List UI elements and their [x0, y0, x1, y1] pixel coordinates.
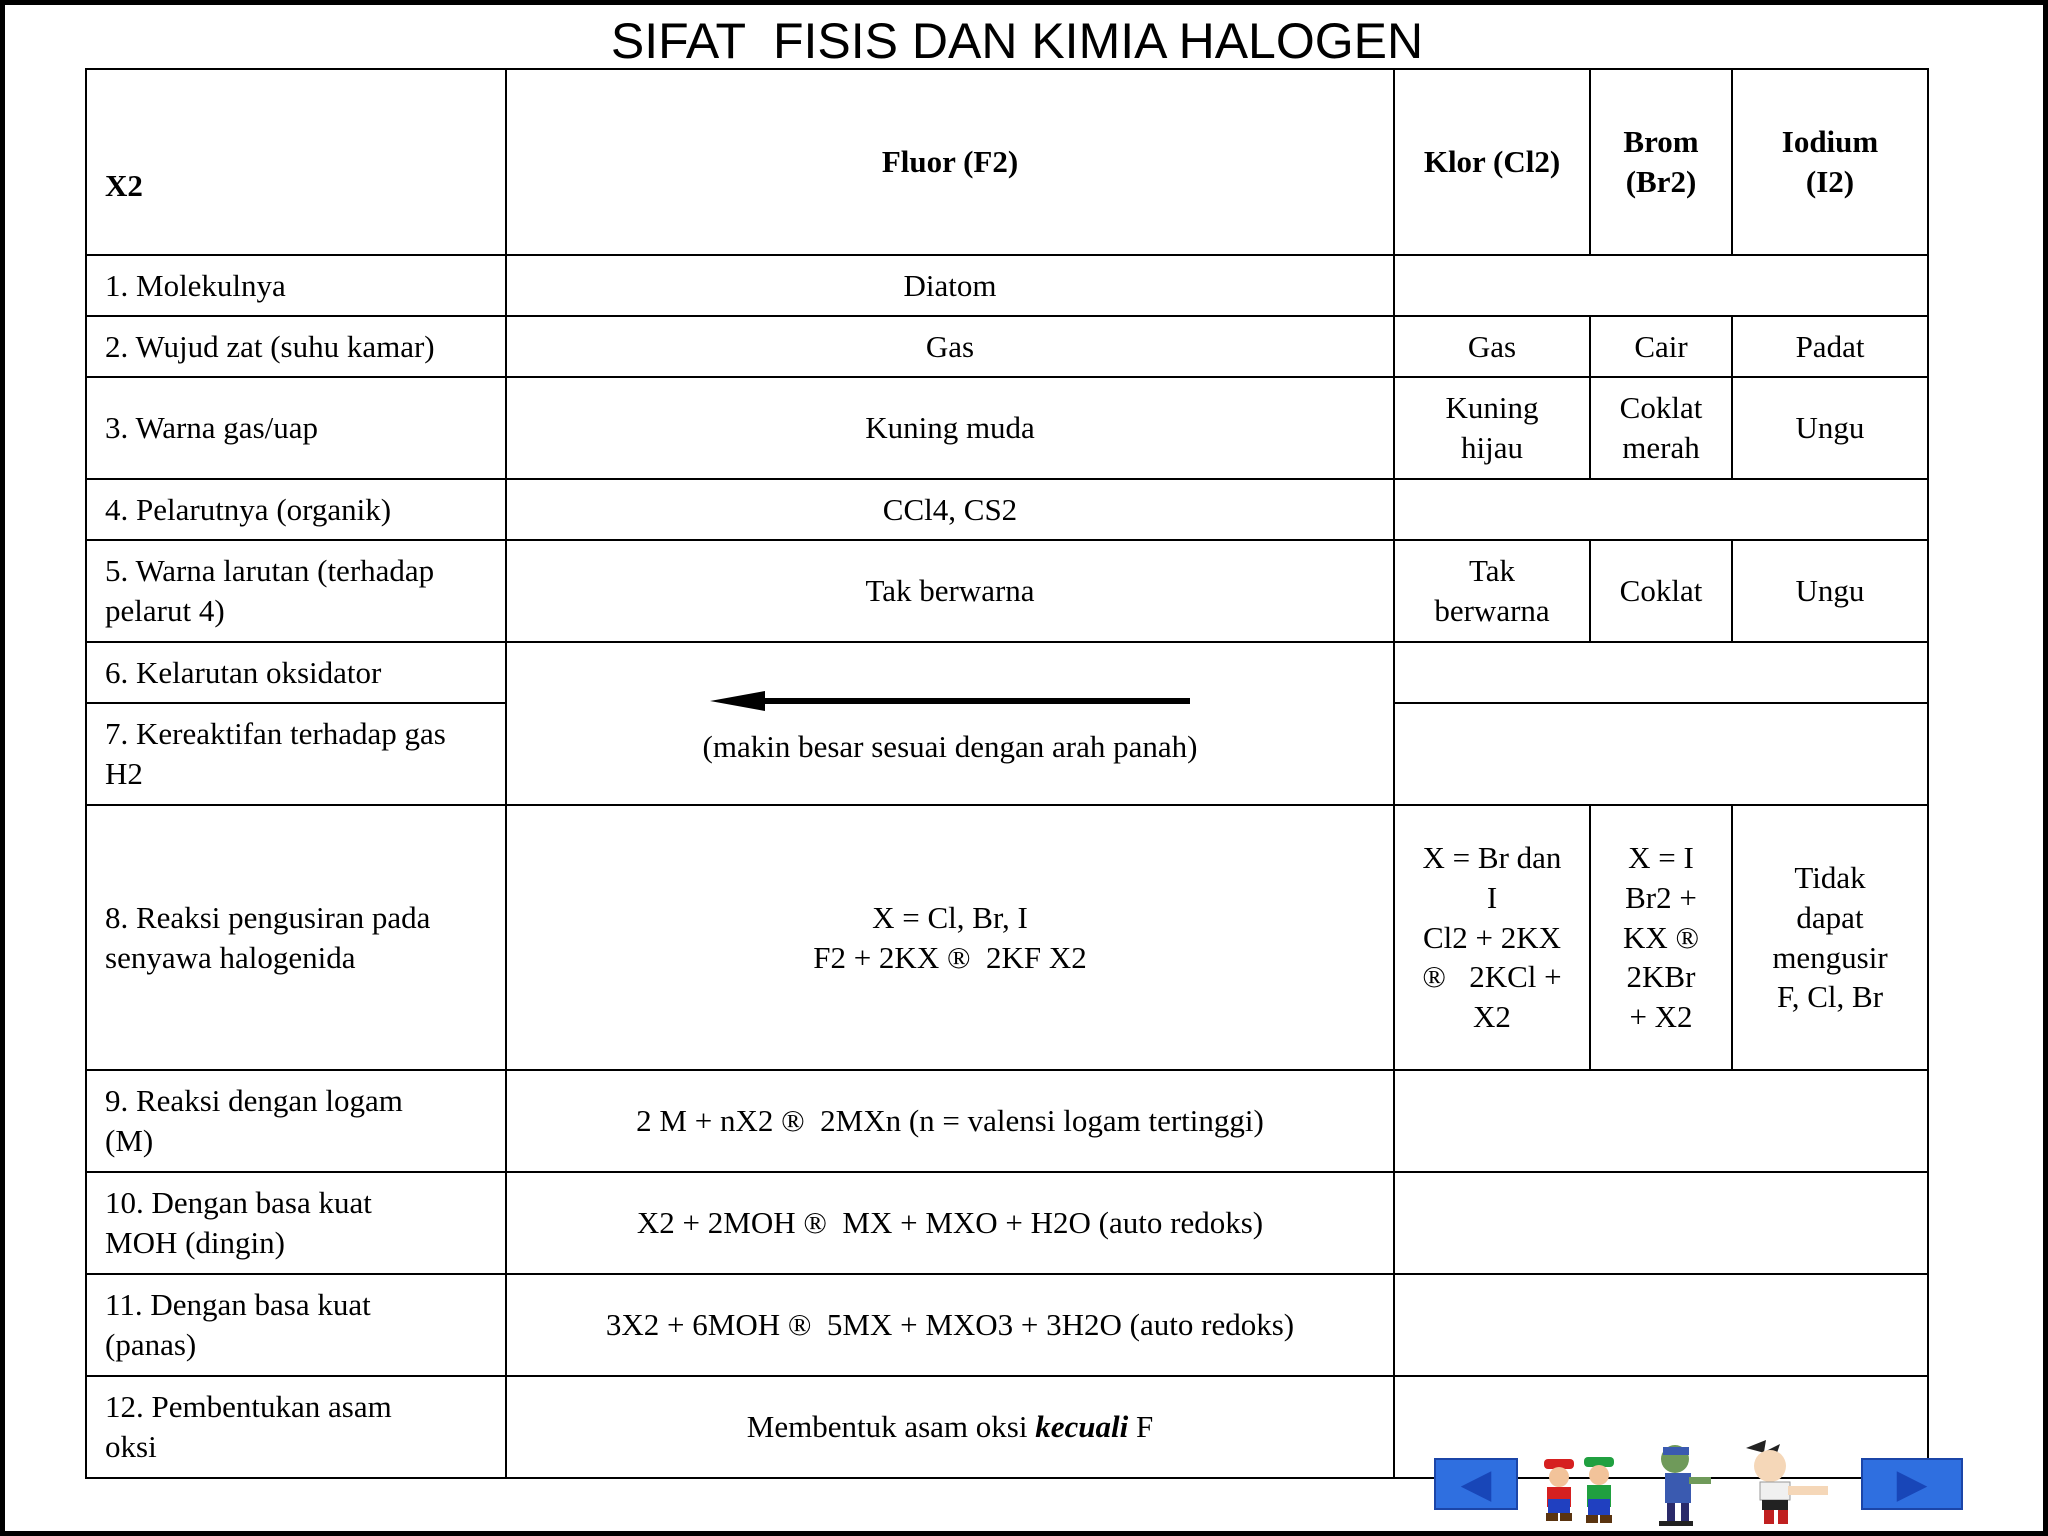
header-fluor: Fluor (F2)	[506, 69, 1394, 255]
row-label-pelarut: 4. Pelarutnya (organik)	[86, 479, 506, 540]
cell-empty	[1394, 703, 1928, 805]
cell-pengusiran-klor-line2: I	[1486, 879, 1498, 915]
row-label-molekulnya: 1. Molekulnya	[86, 255, 506, 316]
prev-button[interactable]	[1434, 1458, 1518, 1510]
header-x2: X2	[86, 69, 506, 255]
cell-empty	[1394, 479, 1928, 540]
cell-pengusiran-iodium-line4: F, Cl, Br	[1776, 979, 1884, 1015]
table-row	[86, 1172, 1928, 1274]
cell-warna-fluor: Kuning muda	[506, 377, 1394, 479]
row-label-warna-larutan-line1: 5. Warna larutan (terhadap	[105, 553, 435, 589]
cell-pengusiran-klor-line1: X = Br dan	[1422, 840, 1562, 876]
cell-pengusiran-brom-line4: 2KBr	[1626, 959, 1696, 995]
cell-warna-iodium: Ungu	[1732, 377, 1928, 479]
cell-larutan-klor	[1394, 540, 1590, 642]
cell-pelarut: CCl4, CS2	[506, 479, 1394, 540]
cell-empty	[1394, 1274, 1928, 1376]
table-row	[86, 805, 1928, 1070]
cell-wujud-fluor: Gas	[506, 316, 1394, 377]
header-iodium	[1732, 69, 1928, 255]
cell-warna-brom-line1: Coklat	[1619, 390, 1703, 426]
halogen-properties-table	[85, 68, 1929, 1479]
triangle-right-icon: ▶	[1896, 1461, 1928, 1507]
header-brom-line1: Brom	[1623, 124, 1699, 160]
table-row	[86, 377, 1928, 479]
row-label-kereaktifan-line2: H2	[105, 756, 143, 791]
row-label-basa-dingin	[86, 1172, 506, 1274]
cell-pengusiran-brom-line2: Br2 +	[1625, 879, 1697, 915]
cell-logam: 2 M + nX2 ® 2MXn (n = valensi logam tertinggi)	[506, 1070, 1394, 1172]
flying-robot-boy-icon	[1736, 1438, 1840, 1526]
cell-empty	[1394, 1172, 1928, 1274]
cell-basa-panas: 3X2 + 6MOH ® 5MX + MXO3 + 3H2O (auto redoks)	[506, 1274, 1394, 1376]
table-row	[86, 540, 1928, 642]
table-row	[86, 255, 1928, 316]
cell-larutan-klor-line2: berwarna	[1434, 593, 1550, 628]
cell-warna-klor-line1: Kuning	[1445, 390, 1539, 426]
page-title: SIFAT FISIS DAN KIMIA HALOGEN	[610, 13, 1424, 69]
table-row	[86, 1274, 1928, 1376]
left-arrow-icon	[710, 681, 1190, 721]
next-button[interactable]	[1861, 1458, 1963, 1510]
cell-larutan-brom: Coklat	[1590, 540, 1732, 642]
header-brom-line2: (Br2)	[1625, 164, 1697, 199]
row-label-logam-line2: (M)	[105, 1123, 154, 1158]
row-label-warna-larutan	[86, 540, 506, 642]
cell-warna-brom	[1590, 377, 1732, 479]
cell-pengusiran-brom-line5: + X2	[1629, 999, 1693, 1034]
cell-pengusiran-brom-line1: X = I	[1628, 840, 1694, 876]
cell-larutan-klor-line1: Tak	[1468, 553, 1516, 589]
cell-empty	[1394, 1070, 1928, 1172]
row-label-basa-dingin-line1: 10. Dengan basa kuat	[105, 1185, 372, 1221]
row-label-asam-oksi	[86, 1376, 506, 1478]
cell-wujud-klor: Gas	[1394, 316, 1590, 377]
row-label-kelarutan: 6. Kelarutan oksidator	[86, 642, 506, 703]
cell-pengusiran-fluor-line1: X = Cl, Br, I	[872, 899, 1028, 935]
cell-pengusiran-fluor	[506, 805, 1394, 1070]
cell-warna-klor	[1394, 377, 1590, 479]
row-label-basa-panas-line2: (panas)	[105, 1327, 197, 1362]
row-label-pengusiran	[86, 805, 506, 1070]
cell-pengusiran-iodium-line3: mengusir	[1772, 939, 1888, 975]
cell-asam-oksi-emphasis: kecuali	[1035, 1409, 1129, 1445]
cell-basa-dingin: X2 + 2MOH ® MX + MXO + H2O (auto redoks)	[506, 1172, 1394, 1274]
row-label-logam-line1: 9. Reaksi dengan logam	[105, 1083, 403, 1119]
table-header-row	[86, 69, 1928, 255]
cell-pengusiran-brom	[1590, 805, 1732, 1070]
table-row	[86, 479, 1928, 540]
cell-asam-oksi-pre: Membentuk asam oksi	[746, 1409, 1036, 1445]
cell-pengusiran-brom-line3: KX ®	[1622, 919, 1700, 955]
cell-wujud-brom: Cair	[1590, 316, 1732, 377]
cell-diatom: Diatom	[506, 255, 1394, 316]
row-label-pengusiran-line1: 8. Reaksi pengusiran pada	[105, 899, 431, 935]
cell-asam-oksi	[506, 1376, 1394, 1478]
row-label-warna-gas: 3. Warna gas/uap	[86, 377, 506, 479]
row-label-asam-oksi-line2: oksi	[105, 1429, 157, 1464]
cell-pengusiran-klor-line4: ® 2KCl +	[1422, 959, 1562, 995]
cell-warna-brom-line2: merah	[1622, 430, 1700, 465]
trend-arrow-cell	[506, 642, 1394, 805]
table-row	[86, 316, 1928, 377]
row-label-logam	[86, 1070, 506, 1172]
plumber-characters-icon	[1538, 1455, 1624, 1527]
cell-pengusiran-fluor-line2: F2 + 2KX ® 2KF X2	[813, 939, 1087, 975]
header-brom	[1590, 69, 1732, 255]
row-label-wujud: 2. Wujud zat (suhu kamar)	[86, 316, 506, 377]
row-label-kereaktifan	[86, 703, 506, 805]
cell-warna-klor-line2: hijau	[1461, 430, 1523, 465]
cell-pengusiran-klor	[1394, 805, 1590, 1070]
row-label-basa-panas	[86, 1274, 506, 1376]
trend-note: (makin besar sesuai dengan arah panah)	[702, 728, 1198, 764]
cell-empty	[1394, 255, 1928, 316]
table-row	[86, 642, 1928, 703]
row-label-pengusiran-line2: senyawa halogenida	[105, 939, 356, 975]
triangle-left-icon: ◀	[1460, 1461, 1492, 1507]
row-label-basa-panas-line1: 11. Dengan basa kuat	[105, 1287, 371, 1323]
header-klor: Klor (Cl2)	[1394, 69, 1590, 255]
cell-pengusiran-klor-line3: Cl2 + 2KX	[1422, 919, 1562, 955]
header-iodium-line1: Iodium	[1781, 124, 1879, 160]
cell-empty	[1394, 642, 1928, 703]
cell-pengusiran-iodium-line1: Tidak	[1794, 860, 1866, 896]
cell-asam-oksi-post: F	[1128, 1409, 1154, 1445]
cell-pengusiran-iodium	[1732, 805, 1928, 1070]
cell-pengusiran-klor-line5: X2	[1473, 999, 1511, 1034]
cell-larutan-fluor: Tak berwarna	[506, 540, 1394, 642]
zombie-character-icon	[1645, 1443, 1725, 1528]
row-label-basa-dingin-line2: MOH (dingin)	[105, 1225, 285, 1260]
cell-larutan-iodium: Ungu	[1732, 540, 1928, 642]
row-label-asam-oksi-line1: 12. Pembentukan asam	[105, 1389, 392, 1425]
table-row	[86, 1070, 1928, 1172]
row-label-warna-larutan-line2: pelarut 4)	[105, 593, 225, 628]
cell-pengusiran-iodium-line2: dapat	[1796, 899, 1864, 935]
header-iodium-line2: (I2)	[1805, 164, 1855, 199]
cell-wujud-iodium: Padat	[1732, 316, 1928, 377]
row-label-kereaktifan-line1: 7. Kereaktifan terhadap gas	[105, 716, 446, 752]
